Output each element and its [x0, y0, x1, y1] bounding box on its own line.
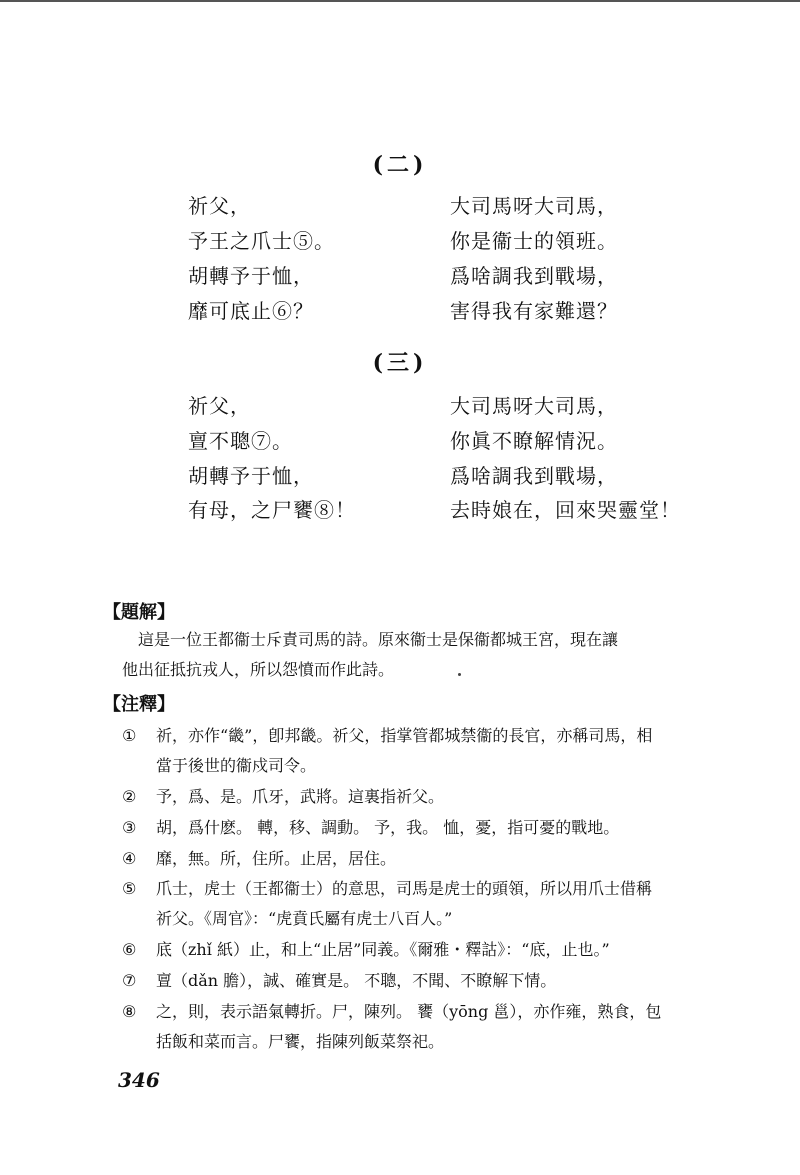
- note-number: ⑦: [122, 971, 137, 990]
- note-text: 括飯和菜而言。尸饔，指陳列飯菜祭祀。: [156, 1032, 445, 1051]
- top-border-rule: [0, 0, 800, 2]
- note-text: 祈，亦作“畿”，卽邦畿。祈父，指掌管都城禁衞的長官，亦稱司馬，相: [156, 726, 653, 745]
- note-text: 靡，無。所，住所。止居，居住。: [156, 849, 397, 868]
- tijie-line: 他出征抵抗戎人，所以怨憤而作此詩。: [122, 660, 395, 679]
- poem-line-original: 祈父，: [188, 394, 251, 418]
- note-text: 胡，爲什麽。 轉，移、調動。 予，我。 恤，憂，指可憂的戰地。: [156, 818, 620, 837]
- note-number: ⑧: [122, 1002, 137, 1021]
- note-text: 祈父。《周官》：“虎賁氏屬有虎士八百人。”: [156, 909, 453, 928]
- note-number: ③: [122, 818, 137, 837]
- tijie-line: 這是一位王都衞士斥責司馬的詩。原來衞士是保衞都城王宮，現在讓: [122, 630, 619, 649]
- poem-line-translation: 大司馬呀大司馬，: [450, 394, 618, 418]
- page-number: 346: [118, 1068, 160, 1092]
- poem-line-translation: 大司馬呀大司馬，: [450, 194, 618, 218]
- poem-line-original: 予王之爪士⑤。: [188, 229, 335, 253]
- tijie-heading: 【題解】: [103, 602, 175, 623]
- note-text: 予，爲、是。爪牙，武將。這裏指祈父。: [156, 787, 445, 806]
- poem-line-translation: 爲啥調我到戰場，: [450, 464, 618, 488]
- zhushi-heading: 【注釋】: [103, 694, 175, 715]
- note-number: ⑥: [122, 940, 137, 959]
- note-text: 亶（dǎn 膽），誠、確實是。 不聰，不聞、不瞭解下情。: [156, 971, 557, 990]
- poem-line-translation: 你是衞士的領班。: [450, 229, 618, 253]
- note-text: 爪士，虎士（王都衞士）的意思，司馬是虎士的頭領，所以用爪士借稱: [156, 879, 653, 898]
- poem-line-translation: 去時娘在，回來哭靈堂！: [450, 498, 681, 522]
- poem-line-original: 胡轉予于恤，: [188, 464, 314, 488]
- note-number: ②: [122, 787, 137, 806]
- poem-line-original: 亶不聰⑦。: [188, 429, 293, 453]
- note-number: ①: [122, 726, 137, 745]
- note-number: ⑤: [122, 879, 137, 898]
- poem-line-original: 有母，之尸饔⑧！: [188, 498, 356, 522]
- note-text: 之，則，表示語氣轉折。尸，陳列。 饔（yōng 邕），亦作雍，熟食，包: [156, 1002, 662, 1021]
- poem-line-original: 靡可底止⑥？: [188, 299, 314, 323]
- note-text: 底（zhǐ 紙）止，和上“止居”同義。《爾雅・釋詁》：“底，止也。”: [156, 940, 610, 959]
- poem-line-translation: 你眞不瞭解情況。: [450, 429, 618, 453]
- note-number: ④: [122, 849, 137, 868]
- poem-line-translation: 害得我有家難還？: [450, 299, 618, 323]
- poem-line-translation: 爲啥調我到戰場，: [450, 264, 618, 288]
- section-heading-2: (二): [372, 152, 428, 178]
- poem-line-original: 胡轉予于恤，: [188, 264, 314, 288]
- stray-ink-dot: [458, 673, 461, 676]
- section-heading-3: (三): [372, 350, 428, 376]
- note-text: 當于後世的衞戍司令。: [156, 756, 317, 775]
- poem-line-original: 祈父，: [188, 194, 251, 218]
